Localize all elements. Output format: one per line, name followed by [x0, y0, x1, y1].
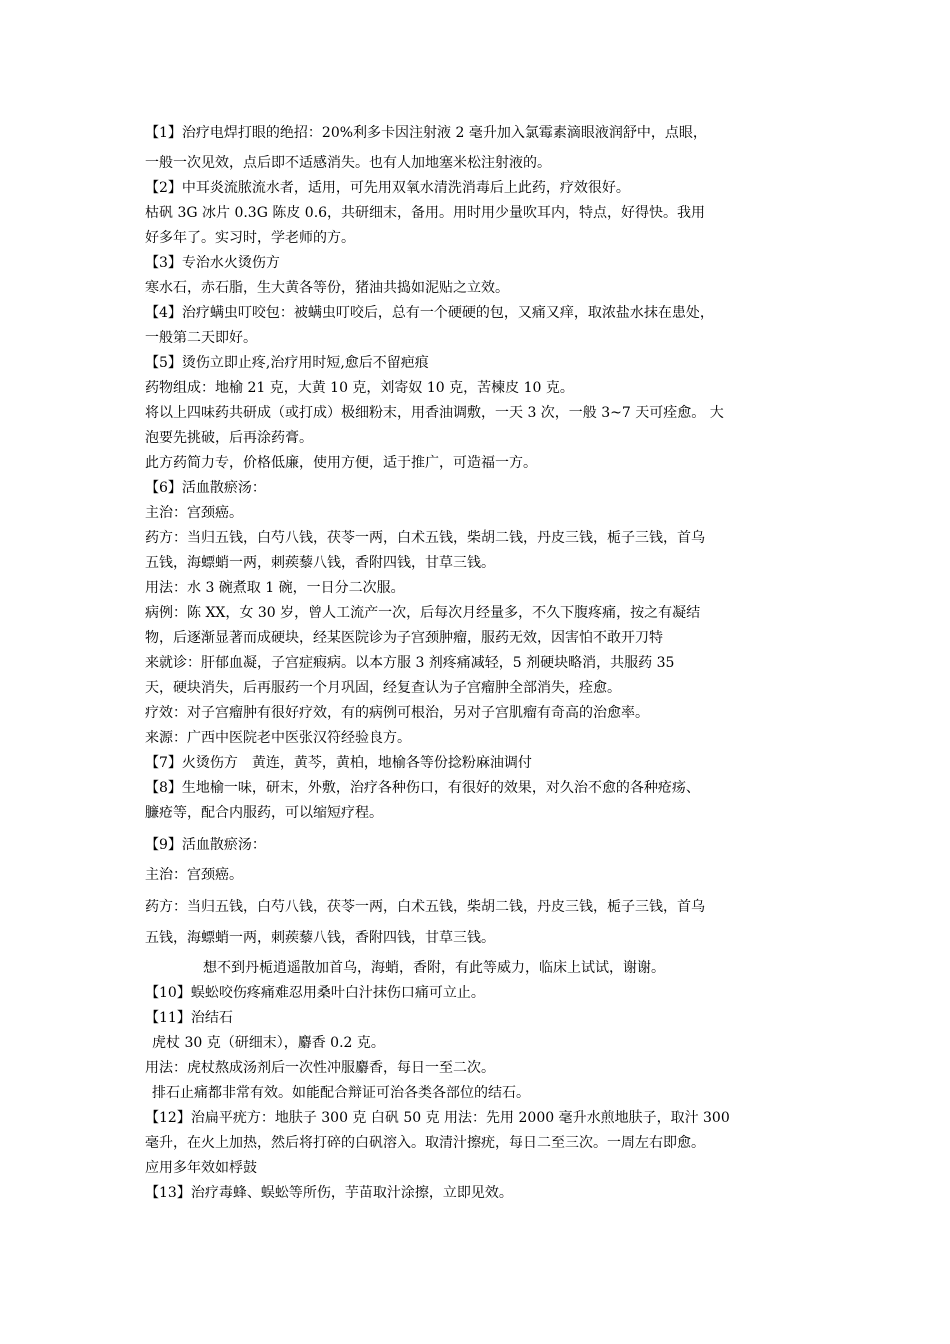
text-line: 臁疮等，配合内服药，可以缩短疗程。: [145, 805, 383, 821]
text-line: 主治：宫颈癌。: [145, 867, 243, 883]
text-line: 枯矾 3G 冰片 0.3G 陈皮 0.6，共研细末，备用。用时用少量吹耳内，特点，好得快。我用: [145, 205, 706, 221]
text-line: 疗效：对子宫瘤肿有很好疗效，有的病例可根治，另对子宫肌瘤有奇高的治愈率。: [145, 705, 649, 721]
text-line: 天，硬块消失，后再服药一个月巩固，经复查认为子宫瘤肿全部消失，痊愈。: [145, 680, 621, 696]
text-line: 用法：虎杖熬成汤剂后一次性冲服麝香，每日一至二次。: [145, 1060, 495, 1076]
text-line: 五钱，海螵蛸一两，刺蒺藜八钱，香附四钱，甘草三钱。: [145, 555, 495, 571]
text-line: 【11】治结石: [145, 1010, 233, 1026]
text-line: 将以上四味药共研成（或打成）极细粉末，用香油调敷，一天 3 次，一般 3~7 天可痊愈。 大: [145, 405, 724, 421]
text-line: 【6】活血散瘀汤：: [145, 480, 266, 496]
text-line: 一般第二天即好。: [145, 330, 257, 346]
text-line: 药方：当归五钱，白芍八钱，茯苓一两，白术五钱，柴胡二钱，丹皮三钱，栀子三钱，首乌: [145, 899, 705, 915]
text-line: 【1】治疗电焊打眼的绝招：20%利多卡因注射液 2 毫升加入氯霉素滴眼液润舒中，点眼，: [145, 125, 707, 141]
text-line: 【13】治疗毒蜂、蜈蚣等所伤，芋苗取汁涂擦，立即见效。: [145, 1185, 513, 1201]
text-line: 五钱，海螵蛸一两，刺蒺藜八钱，香附四钱，甘草三钱。: [145, 930, 495, 946]
text-line: 泡要先挑破，后再涂药膏。: [145, 430, 313, 446]
text-line: 此方药简力专，价格低廉，使用方便，适于推广，可造福一方。: [145, 455, 537, 471]
text-line: 来就诊：肝郁血凝，子宫症瘕病。以本方服 3 剂疼痛减轻，5 剂硬块略消，共服药 35: [145, 655, 675, 671]
text-line: 寒水石，赤石脂，生大黄各等份，猪油共捣如泥贴之立效。: [145, 280, 509, 296]
text-line: 虎杖 30 克（研细末），麝香 0.2 克。: [152, 1035, 385, 1051]
text-line: 【4】治疗螨虫叮咬包：被螨虫叮咬后，总有一个硬硬的包，又痛又痒，取浓盐水抹在患处，: [145, 305, 714, 321]
text-line: 物，后逐渐显著而成硬块，经某医院诊为子宫颈肿瘤，服药无效，因害怕不敢开刀特: [145, 630, 663, 646]
text-line: 药方：当归五钱，白芍八钱，茯苓一两，白术五钱，柴胡二钱，丹皮三钱，栀子三钱，首乌: [145, 530, 705, 546]
text-line: 【12】治扁平疣方：地肤子 300 克 白矾 50 克 用法：先用 2000 毫升水煎地肤子，取汁 300: [145, 1110, 730, 1126]
text-line: 【9】活血散瘀汤：: [145, 837, 266, 853]
text-line: 【7】火烫伤方 黄连，黄芩，黄柏，地榆各等份捻粉麻油调付: [145, 755, 532, 771]
text-line: 【3】专治水火烫伤方: [145, 255, 280, 271]
text-line: 【10】蜈蚣咬伤疼痛难忍用桑叶白汁抹伤口痛可立止。: [145, 985, 485, 1001]
text-line: 药物组成：地榆 21 克，大黄 10 克，刘寄奴 10 克，苦楝皮 10 克。: [145, 380, 574, 396]
text-line: 【8】生地榆一味，研末，外敷，治疗各种伤口，有很好的效果，对久治不愈的各种疮疡、: [145, 780, 700, 796]
text-line: 【5】烫伤立即止疼,治疗用时短,愈后不留疤痕: [145, 355, 429, 371]
text-line: 主治：宫颈癌。: [145, 505, 243, 521]
text-line: 想不到丹栀逍遥散加首乌，海蛸，香附，有此等威力，临床上试试，谢谢。: [203, 960, 665, 976]
text-line: 一般一次见效，点后即不适感消失。也有人加地塞米松注射液的。: [145, 155, 551, 171]
text-line: 排石止痛都非常有效。如能配合辩证可治各类各部位的结石。: [152, 1085, 530, 1101]
text-line: 用法：水 3 碗煮取 1 碗，一日分二次服。: [145, 580, 405, 596]
text-line: 病例：陈 XX，女 30 岁，曾人工流产一次，后每次月经量多，不久下腹疼痛，按之有凝结: [145, 605, 701, 621]
text-line: 来源：广西中医院老中医张汉符经验良方。: [145, 730, 411, 746]
text-line: 好多年了。实习时，学老师的方。: [145, 230, 355, 246]
text-line: 【2】中耳炎流脓流水者，适用，可先用双氧水清洗消毒后上此药，疗效很好。: [145, 180, 630, 196]
text-line: 毫升，在火上加热，然后将打碎的白矾溶入。取清汁擦疣，每日二至三次。一周左右即愈。: [145, 1135, 705, 1151]
text-line: 应用多年效如桴鼓: [145, 1160, 257, 1176]
